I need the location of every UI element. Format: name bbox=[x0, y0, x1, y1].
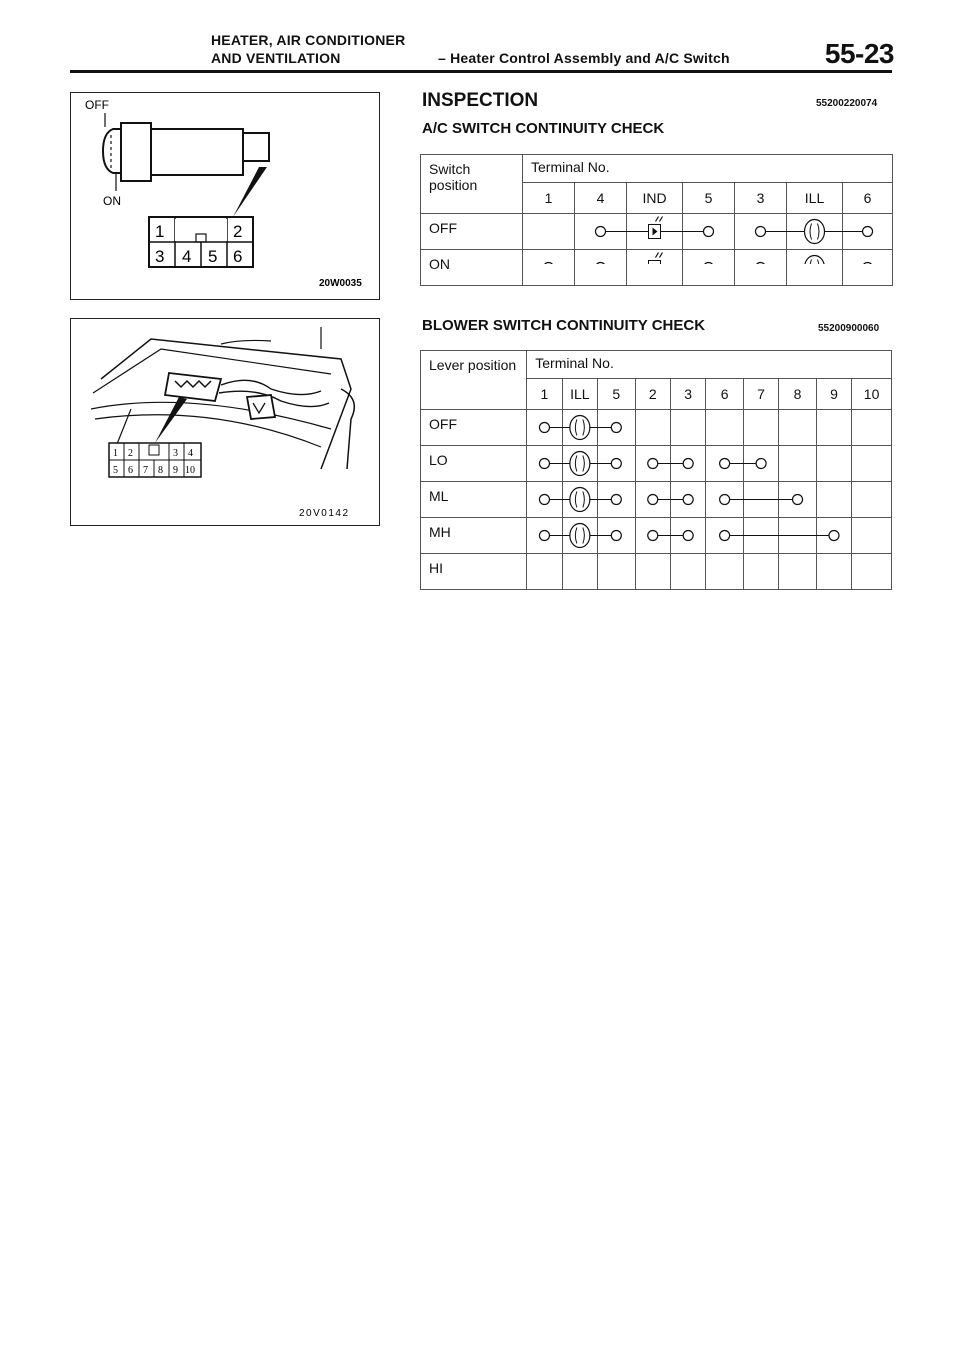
pin-3: 3 bbox=[155, 247, 165, 266]
continuity-cell bbox=[816, 446, 851, 482]
on-label: ON bbox=[103, 194, 121, 208]
pin-6: 6 bbox=[233, 247, 243, 266]
figure-caption: 20V0142 bbox=[299, 508, 350, 519]
continuity-cell bbox=[527, 446, 562, 482]
blower-switch-drawing bbox=[71, 319, 379, 525]
continuity-cell bbox=[575, 250, 627, 286]
terminal-header-cell: IND bbox=[627, 183, 683, 214]
continuity-cell bbox=[852, 554, 892, 590]
terminal-header-cell: 10 bbox=[852, 379, 892, 410]
continuity-cell bbox=[527, 554, 562, 590]
inspection-code: 55200220074 bbox=[816, 98, 878, 109]
terminal-no-header: Terminal No. bbox=[523, 155, 893, 183]
continuity-cell bbox=[787, 250, 843, 286]
continuity-cell bbox=[706, 518, 744, 554]
pin-2: 2 bbox=[128, 448, 133, 459]
continuity-cell bbox=[843, 214, 893, 250]
continuity-cell bbox=[527, 410, 562, 446]
continuity-cell bbox=[706, 410, 744, 446]
continuity-cell bbox=[562, 518, 597, 554]
figure-caption: 20W0035 bbox=[319, 278, 362, 289]
terminal-no-header: Terminal No. bbox=[527, 351, 892, 379]
continuity-cell bbox=[787, 214, 843, 250]
terminal-header-cell: 3 bbox=[670, 379, 705, 410]
terminal-header-cell: 1 bbox=[527, 379, 562, 410]
continuity-cell bbox=[779, 446, 817, 482]
terminal-header-cell: 3 bbox=[735, 183, 787, 214]
continuity-cell bbox=[779, 554, 817, 590]
continuity-cell bbox=[779, 410, 817, 446]
terminal-header-cell: 1 bbox=[523, 183, 575, 214]
continuity-cell bbox=[670, 410, 705, 446]
continuity-cell bbox=[627, 214, 683, 250]
inspection-heading: INSPECTION bbox=[422, 90, 539, 111]
ac-check-heading: A/C SWITCH CONTINUITY CHECK bbox=[422, 120, 665, 137]
pin-10: 10 bbox=[185, 465, 195, 476]
continuity-cell bbox=[527, 518, 562, 554]
continuity-cell bbox=[706, 554, 744, 590]
continuity-cell bbox=[670, 518, 705, 554]
ac-switch-drawing bbox=[71, 93, 379, 299]
row-label: ON bbox=[421, 250, 523, 286]
continuity-cell bbox=[816, 482, 851, 518]
pin-1: 1 bbox=[155, 222, 165, 241]
chapter-title-line2: AND VENTILATION bbox=[211, 50, 341, 66]
terminal-header-cell: 6 bbox=[843, 183, 893, 214]
continuity-cell bbox=[562, 410, 597, 446]
continuity-cell bbox=[635, 410, 670, 446]
blower-continuity-table-wrap bbox=[420, 350, 892, 576]
pin-4: 4 bbox=[188, 448, 193, 459]
chapter-title-line1: HEATER, AIR CONDITIONER bbox=[211, 32, 406, 48]
continuity-cell bbox=[562, 482, 597, 518]
continuity-cell bbox=[816, 554, 851, 590]
terminal-header-cell: ILL bbox=[562, 379, 597, 410]
header-rule bbox=[70, 70, 892, 73]
continuity-cell bbox=[779, 518, 817, 554]
ac-continuity-table-wrap bbox=[420, 154, 892, 272]
continuity-cell bbox=[743, 518, 778, 554]
pin-5: 5 bbox=[208, 247, 218, 266]
continuity-cell bbox=[816, 518, 851, 554]
continuity-cell bbox=[852, 482, 892, 518]
continuity-cell bbox=[562, 446, 597, 482]
terminal-header-cell: 4 bbox=[575, 183, 627, 214]
blower-continuity-table bbox=[420, 350, 892, 590]
continuity-cell bbox=[843, 250, 893, 286]
continuity-cell bbox=[706, 446, 744, 482]
ac-continuity-table bbox=[420, 154, 893, 286]
continuity-cell bbox=[635, 518, 670, 554]
continuity-cell bbox=[627, 250, 683, 286]
row-label: HI bbox=[421, 554, 527, 590]
pin-9: 9 bbox=[173, 465, 178, 476]
terminal-header-cell: 8 bbox=[779, 379, 817, 410]
continuity-cell bbox=[743, 410, 778, 446]
row-label: MH bbox=[421, 518, 527, 554]
continuity-cell bbox=[562, 554, 597, 590]
continuity-cell bbox=[743, 446, 778, 482]
continuity-cell bbox=[670, 446, 705, 482]
continuity-cell bbox=[670, 554, 705, 590]
continuity-cell bbox=[706, 482, 744, 518]
continuity-cell bbox=[598, 410, 636, 446]
continuity-cell bbox=[743, 482, 778, 518]
pin-7: 7 bbox=[143, 465, 148, 476]
pin-8: 8 bbox=[158, 465, 163, 476]
blower-check-heading: BLOWER SWITCH CONTINUITY CHECK bbox=[422, 317, 706, 334]
ac-switch-figure bbox=[70, 92, 380, 300]
pin-2: 2 bbox=[233, 222, 243, 241]
continuity-cell bbox=[635, 482, 670, 518]
continuity-cell bbox=[598, 482, 636, 518]
continuity-cell bbox=[523, 214, 575, 250]
terminal-header-cell: 5 bbox=[598, 379, 636, 410]
continuity-cell bbox=[598, 554, 636, 590]
terminal-header-cell: ILL bbox=[787, 183, 843, 214]
continuity-cell bbox=[635, 554, 670, 590]
continuity-cell bbox=[598, 446, 636, 482]
continuity-cell bbox=[670, 482, 705, 518]
blower-check-code: 55200900060 bbox=[818, 323, 880, 334]
switch-position-header: Switch position bbox=[421, 155, 523, 214]
pin-4: 4 bbox=[182, 247, 192, 266]
terminal-header-cell: 6 bbox=[706, 379, 744, 410]
continuity-cell bbox=[683, 250, 735, 286]
pin-3: 3 bbox=[173, 448, 178, 459]
row-label: OFF bbox=[421, 214, 523, 250]
pin-1: 1 bbox=[113, 448, 118, 459]
terminal-header-cell: 7 bbox=[743, 379, 778, 410]
row-label: ML bbox=[421, 482, 527, 518]
continuity-cell bbox=[527, 482, 562, 518]
pin-5: 5 bbox=[113, 465, 118, 476]
lever-position-header: Lever position bbox=[421, 351, 527, 410]
continuity-cell bbox=[816, 410, 851, 446]
continuity-cell bbox=[683, 214, 735, 250]
terminal-header-cell: 2 bbox=[635, 379, 670, 410]
row-label: LO bbox=[421, 446, 527, 482]
terminal-header-cell: 9 bbox=[816, 379, 851, 410]
continuity-cell bbox=[575, 214, 627, 250]
off-label: OFF bbox=[85, 98, 109, 112]
continuity-cell bbox=[852, 518, 892, 554]
terminal-header-cell: 5 bbox=[683, 183, 735, 214]
continuity-cell bbox=[635, 446, 670, 482]
continuity-cell bbox=[743, 554, 778, 590]
row-label: OFF bbox=[421, 410, 527, 446]
continuity-cell bbox=[735, 250, 787, 286]
continuity-cell bbox=[523, 250, 575, 286]
blower-switch-figure bbox=[70, 318, 380, 526]
continuity-cell bbox=[852, 446, 892, 482]
pin-6: 6 bbox=[128, 465, 133, 476]
continuity-cell bbox=[852, 410, 892, 446]
section-subtitle: – Heater Control Assembly and A/C Switch bbox=[438, 50, 730, 66]
page-number: 55-23 bbox=[824, 38, 894, 69]
continuity-cell bbox=[779, 482, 817, 518]
continuity-cell bbox=[598, 518, 636, 554]
continuity-cell bbox=[735, 214, 787, 250]
